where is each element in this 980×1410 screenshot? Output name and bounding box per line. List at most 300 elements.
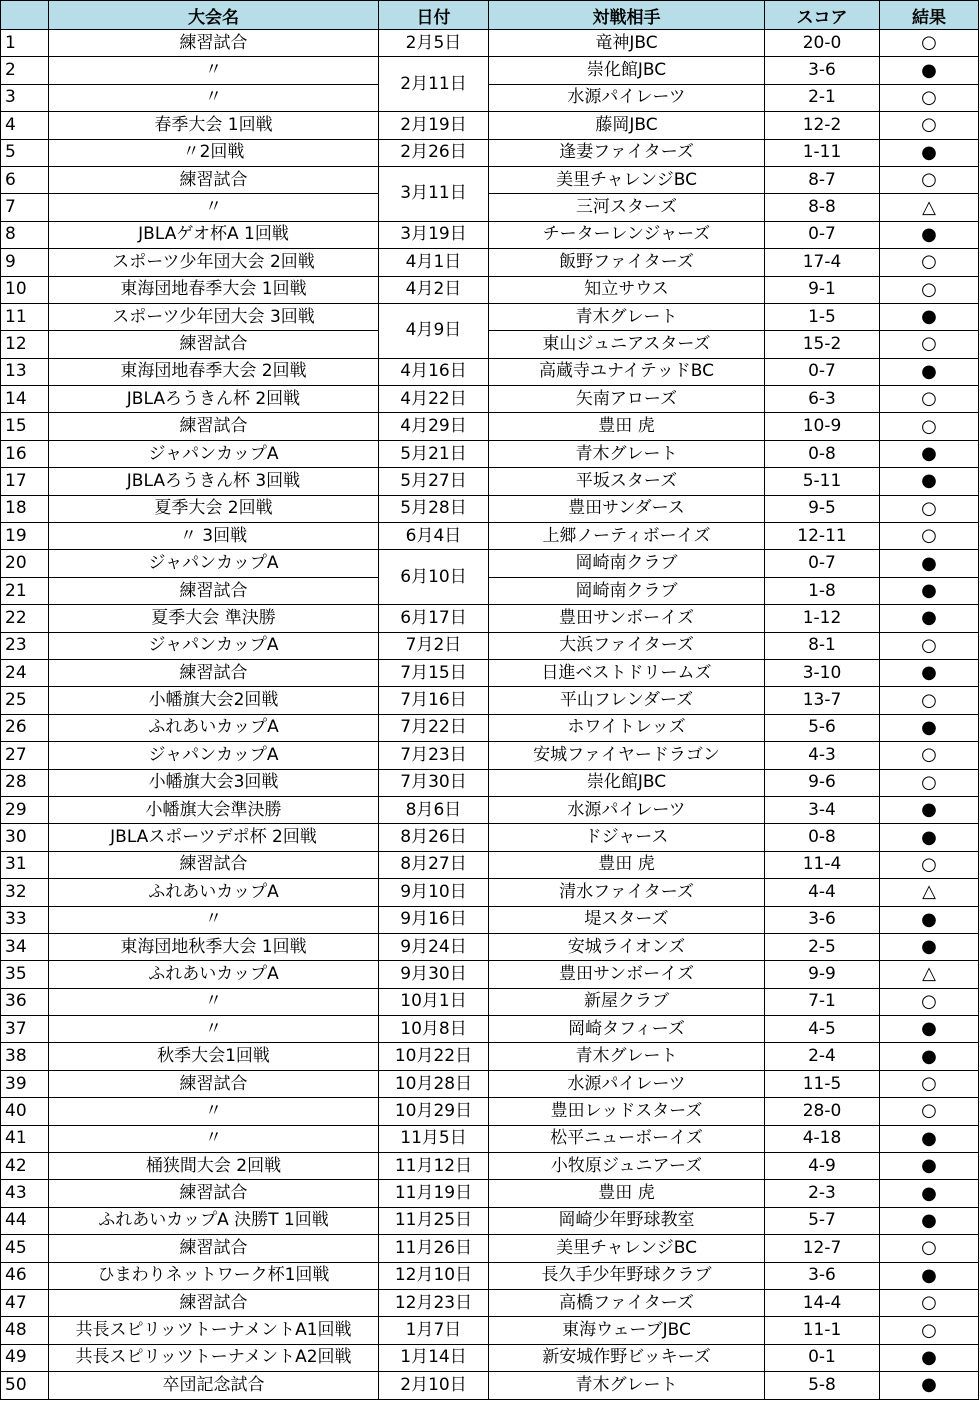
opponent-name: 青木グレート [489,1372,765,1399]
row-number: 39 [1,1070,49,1097]
game-result: ○ [880,84,979,111]
event-name: 練習試合 [49,331,379,358]
game-result: ○ [880,523,979,550]
event-name: 〃 3回戦 [49,523,379,550]
game-score: 3-6 [765,1262,880,1289]
event-name: 練習試合 [49,413,379,440]
event-name: ジャパンカップA [49,550,379,577]
row-number: 40 [1,1098,49,1125]
row-number: 41 [1,1125,49,1152]
game-result: ○ [880,495,979,522]
game-date: 3月11日 [379,166,489,221]
game-score: 9-1 [765,276,880,303]
game-score: 12-11 [765,523,880,550]
table-row [1,194,979,221]
table-row [1,249,979,276]
row-number: 44 [1,1207,49,1234]
game-score: 12-2 [765,112,880,139]
table-body [1,30,979,1400]
row-number: 45 [1,1235,49,1262]
game-result: ○ [880,30,979,57]
opponent-name: 崇化館JBC [489,57,765,84]
game-date: 7月22日 [379,714,489,741]
table-row [1,413,979,440]
row-number: 7 [1,194,49,221]
game-score: 0-7 [765,221,880,248]
row-number: 24 [1,659,49,686]
opponent-name: 高蔵寺ユナイテッドBC [489,358,765,385]
table-row [1,440,979,467]
row-number: 9 [1,249,49,276]
game-score: 3-10 [765,659,880,686]
row-number: 33 [1,906,49,933]
row-number: 42 [1,1153,49,1180]
game-result: ● [880,1180,979,1207]
table-row [1,988,979,1015]
game-result: ● [880,440,979,467]
game-date: 2月19日 [379,112,489,139]
game-score: 28-0 [765,1098,880,1125]
event-name: スポーツ少年団大会 2回戦 [49,249,379,276]
game-score: 8-1 [765,632,880,659]
row-number: 12 [1,331,49,358]
table-row [1,221,979,248]
row-number: 25 [1,687,49,714]
game-result: ○ [880,1289,979,1316]
event-name: 練習試合 [49,1289,379,1316]
opponent-name: 安城ファイヤードラゴン [489,742,765,769]
event-name: ひまわりネットワーク杯1回戦 [49,1262,379,1289]
game-date: 7月2日 [379,632,489,659]
opponent-name: 竜神JBC [489,30,765,57]
game-score: 2-4 [765,1043,880,1070]
game-date: 11月19日 [379,1180,489,1207]
game-result: ● [880,714,979,741]
game-score: 4-5 [765,1016,880,1043]
game-score: 8-7 [765,166,880,193]
opponent-name: 豊田サンボーイズ [489,605,765,632]
game-date: 11月26日 [379,1235,489,1262]
row-number: 36 [1,988,49,1015]
game-result: ● [880,906,979,933]
opponent-name: 岡崎タフィーズ [489,1016,765,1043]
game-result: ○ [880,1070,979,1097]
opponent-name: 逢妻ファイターズ [489,139,765,166]
event-name: ジャパンカップA [49,742,379,769]
event-name: 〃 [49,1016,379,1043]
event-name: 共長スピリッツトーナメントA1回戦 [49,1317,379,1344]
game-score: 5-8 [765,1372,880,1399]
event-name: JBLAろうきん杯 3回戦 [49,468,379,495]
game-date: 7月23日 [379,742,489,769]
game-result: ○ [880,988,979,1015]
row-number: 48 [1,1317,49,1344]
game-score: 11-5 [765,1070,880,1097]
game-score: 0-8 [765,440,880,467]
event-name: 〃 [49,57,379,84]
game-score: 9-5 [765,495,880,522]
table-row [1,112,979,139]
game-result: ○ [880,1098,979,1125]
game-date: 12月10日 [379,1262,489,1289]
opponent-name: 上郷ノーティボーイズ [489,523,765,550]
game-score: 9-9 [765,961,880,988]
opponent-name: 清水ファイターズ [489,879,765,906]
table-row [1,1317,979,1344]
game-date: 11月25日 [379,1207,489,1234]
game-result: ○ [880,1317,979,1344]
table-row [1,906,979,933]
game-score: 1-12 [765,605,880,632]
table-row [1,796,979,823]
row-number: 17 [1,468,49,495]
row-number: 10 [1,276,49,303]
table-row [1,84,979,111]
game-result: ● [880,605,979,632]
game-score: 15-2 [765,331,880,358]
game-result: ○ [880,632,979,659]
table-row [1,139,979,166]
event-name: 〃 [49,1125,379,1152]
row-number: 50 [1,1372,49,1399]
opponent-name: チーターレンジャーズ [489,221,765,248]
event-name: 練習試合 [49,1235,379,1262]
game-result: ○ [880,112,979,139]
event-name: 夏季大会 2回戦 [49,495,379,522]
row-number: 22 [1,605,49,632]
game-date: 2月26日 [379,139,489,166]
game-result: ● [880,57,979,84]
opponent-name: 大浜ファイターズ [489,632,765,659]
row-number: 20 [1,550,49,577]
opponent-name: 飯野ファイターズ [489,249,765,276]
table-row [1,303,979,330]
game-date: 2月11日 [379,57,489,112]
event-name: 練習試合 [49,577,379,604]
game-result: ○ [880,769,979,796]
game-date: 4月29日 [379,413,489,440]
game-score: 2-1 [765,84,880,111]
table-row [1,550,979,577]
table-row [1,1070,979,1097]
game-result: ○ [880,276,979,303]
table-row [1,577,979,604]
event-name: 共長スピリッツトーナメントA2回戦 [49,1344,379,1371]
game-date: 5月27日 [379,468,489,495]
event-name: 練習試合 [49,1180,379,1207]
game-score: 12-7 [765,1235,880,1262]
game-score: 5-6 [765,714,880,741]
header-result: 結果 [880,1,979,30]
game-score: 2-5 [765,933,880,960]
opponent-name: 松平ニューボーイズ [489,1125,765,1152]
table-row [1,742,979,769]
table-row [1,1098,979,1125]
event-name: 〃 [49,1098,379,1125]
row-number: 18 [1,495,49,522]
game-result: ● [880,221,979,248]
event-name: 練習試合 [49,30,379,57]
table-row [1,166,979,193]
event-name: JBLAゲオ杯A 1回戦 [49,221,379,248]
event-name: 〃 [49,194,379,221]
game-score: 20-0 [765,30,880,57]
game-date: 10月22日 [379,1043,489,1070]
table-row [1,687,979,714]
game-result: ● [880,577,979,604]
opponent-name: 藤岡JBC [489,112,765,139]
game-score: 8-8 [765,194,880,221]
game-date: 11月12日 [379,1153,489,1180]
game-date: 12月23日 [379,1289,489,1316]
opponent-name: 知立サウス [489,276,765,303]
table-row [1,1262,979,1289]
opponent-name: 豊田 虎 [489,851,765,878]
event-name: 練習試合 [49,851,379,878]
event-name: JBLAろうきん杯 2回戦 [49,386,379,413]
event-name: 練習試合 [49,166,379,193]
game-date: 8月6日 [379,796,489,823]
row-number: 28 [1,769,49,796]
game-date: 7月16日 [379,687,489,714]
game-score: 7-1 [765,988,880,1015]
game-date: 4月22日 [379,386,489,413]
game-score: 3-6 [765,906,880,933]
game-result: ● [880,824,979,851]
game-date: 6月10日 [379,550,489,605]
game-result: ○ [880,742,979,769]
opponent-name: 美里チャレンジBC [489,166,765,193]
game-result: ○ [880,331,979,358]
header-row [1,1,979,30]
game-result: ● [880,1344,979,1371]
game-score: 10-9 [765,413,880,440]
row-number: 13 [1,358,49,385]
row-number: 35 [1,961,49,988]
game-date: 2月5日 [379,30,489,57]
opponent-name: 新安城作野ビッキーズ [489,1344,765,1371]
opponent-name: 日進ベストドリームズ [489,659,765,686]
row-number: 3 [1,84,49,111]
game-score: 6-3 [765,386,880,413]
table-row [1,1016,979,1043]
table-row [1,276,979,303]
event-name: 小幡旗大会準決勝 [49,796,379,823]
game-score: 5-7 [765,1207,880,1234]
game-date: 9月16日 [379,906,489,933]
row-number: 34 [1,933,49,960]
game-result: ● [880,796,979,823]
table-row [1,468,979,495]
game-date: 7月15日 [379,659,489,686]
row-number: 29 [1,796,49,823]
game-date: 1月14日 [379,1344,489,1371]
table-row [1,1207,979,1234]
event-name: 夏季大会 準決勝 [49,605,379,632]
game-date: 1月7日 [379,1317,489,1344]
opponent-name: 美里チャレンジBC [489,1235,765,1262]
game-date: 6月17日 [379,605,489,632]
table-row [1,605,979,632]
game-result: △ [880,194,979,221]
row-number: 27 [1,742,49,769]
opponent-name: 水源パイレーツ [489,796,765,823]
row-number: 43 [1,1180,49,1207]
row-number: 8 [1,221,49,248]
game-date: 5月21日 [379,440,489,467]
game-date: 8月27日 [379,851,489,878]
opponent-name: 高橋ファイターズ [489,1289,765,1316]
opponent-name: 青木グレート [489,303,765,330]
game-result: ● [880,139,979,166]
event-name: スポーツ少年団大会 3回戦 [49,303,379,330]
row-number: 31 [1,851,49,878]
row-number: 16 [1,440,49,467]
opponent-name: 小牧原ジュニアーズ [489,1153,765,1180]
header-number [1,1,49,30]
row-number: 19 [1,523,49,550]
row-number: 30 [1,824,49,851]
game-result: ● [880,1043,979,1070]
table-row [1,961,979,988]
opponent-name: 豊田 虎 [489,413,765,440]
opponent-name: 水源パイレーツ [489,1070,765,1097]
event-name: 〃 [49,906,379,933]
table-row [1,1235,979,1262]
game-date: 5月28日 [379,495,489,522]
game-date: 9月30日 [379,961,489,988]
row-number: 2 [1,57,49,84]
opponent-name: 平坂スターズ [489,468,765,495]
game-date: 4月2日 [379,276,489,303]
table-row [1,714,979,741]
event-name: 〃 [49,84,379,111]
event-name: ジャパンカップA [49,440,379,467]
opponent-name: 新屋クラブ [489,988,765,1015]
opponent-name: 豊田サンボーイズ [489,961,765,988]
event-name: 東海団地春季大会 1回戦 [49,276,379,303]
event-name: JBLAスポーツデポ杯 2回戦 [49,824,379,851]
table-row [1,495,979,522]
row-number: 4 [1,112,49,139]
game-date: 10月1日 [379,988,489,1015]
game-date: 10月28日 [379,1070,489,1097]
row-number: 23 [1,632,49,659]
opponent-name: ドジャース [489,824,765,851]
table-row [1,331,979,358]
opponent-name: 豊田 虎 [489,1180,765,1207]
table-row [1,933,979,960]
game-score: 3-6 [765,57,880,84]
game-score: 5-11 [765,468,880,495]
game-result: ● [880,1207,979,1234]
game-result: ● [880,1153,979,1180]
opponent-name: 東海ウェーブJBC [489,1317,765,1344]
game-score: 0-1 [765,1344,880,1371]
event-name: 小幡旗大会2回戦 [49,687,379,714]
game-result: ● [880,550,979,577]
game-score: 1-5 [765,303,880,330]
game-result: ● [880,358,979,385]
row-number: 47 [1,1289,49,1316]
game-score: 17-4 [765,249,880,276]
game-date: 6月4日 [379,523,489,550]
opponent-name: 崇化館JBC [489,769,765,796]
game-score: 9-6 [765,769,880,796]
row-number: 15 [1,413,49,440]
event-name: 〃 [49,988,379,1015]
game-result: ● [880,933,979,960]
game-score: 1-8 [765,577,880,604]
opponent-name: 東山ジュニアスターズ [489,331,765,358]
opponent-name: 平山フレンダーズ [489,687,765,714]
game-result: ● [880,1372,979,1399]
game-result: ○ [880,249,979,276]
table-row [1,632,979,659]
opponent-name: 青木グレート [489,1043,765,1070]
game-date: 4月9日 [379,303,489,358]
game-date: 9月24日 [379,933,489,960]
game-score: 4-4 [765,879,880,906]
game-score: 11-1 [765,1317,880,1344]
game-score: 0-7 [765,358,880,385]
game-result: ● [880,659,979,686]
game-score: 4-3 [765,742,880,769]
table-row [1,1344,979,1371]
game-date: 10月29日 [379,1098,489,1125]
game-score: 0-7 [765,550,880,577]
game-score: 2-3 [765,1180,880,1207]
table-row [1,1125,979,1152]
game-result: △ [880,879,979,906]
game-result: △ [880,961,979,988]
opponent-name: 岡崎南クラブ [489,577,765,604]
header-opponent: 対戦相手 [489,1,765,30]
table-row [1,57,979,84]
opponent-name: ホワイトレッズ [489,714,765,741]
event-name: ふれあいカップA [49,714,379,741]
game-result: ● [880,468,979,495]
opponent-name: 三河スターズ [489,194,765,221]
table-row [1,659,979,686]
opponent-name: 豊田サンダース [489,495,765,522]
header-event: 大会名 [49,1,379,30]
table-row [1,1180,979,1207]
row-number: 38 [1,1043,49,1070]
table-row [1,386,979,413]
opponent-name: 岡崎少年野球教室 [489,1207,765,1234]
row-number: 14 [1,386,49,413]
game-result: ● [880,1125,979,1152]
game-result: ○ [880,687,979,714]
game-score: 4-18 [765,1125,880,1152]
game-result: ● [880,1262,979,1289]
row-number: 5 [1,139,49,166]
game-date: 2月10日 [379,1372,489,1399]
header-date: 日付 [379,1,489,30]
game-score: 14-4 [765,1289,880,1316]
opponent-name: 水源パイレーツ [489,84,765,111]
event-name: ふれあいカップA [49,961,379,988]
row-number: 11 [1,303,49,330]
row-number: 37 [1,1016,49,1043]
table-row [1,824,979,851]
row-number: 46 [1,1262,49,1289]
row-number: 6 [1,166,49,193]
game-date: 3月19日 [379,221,489,248]
game-date: 7月30日 [379,769,489,796]
row-number: 49 [1,1344,49,1371]
